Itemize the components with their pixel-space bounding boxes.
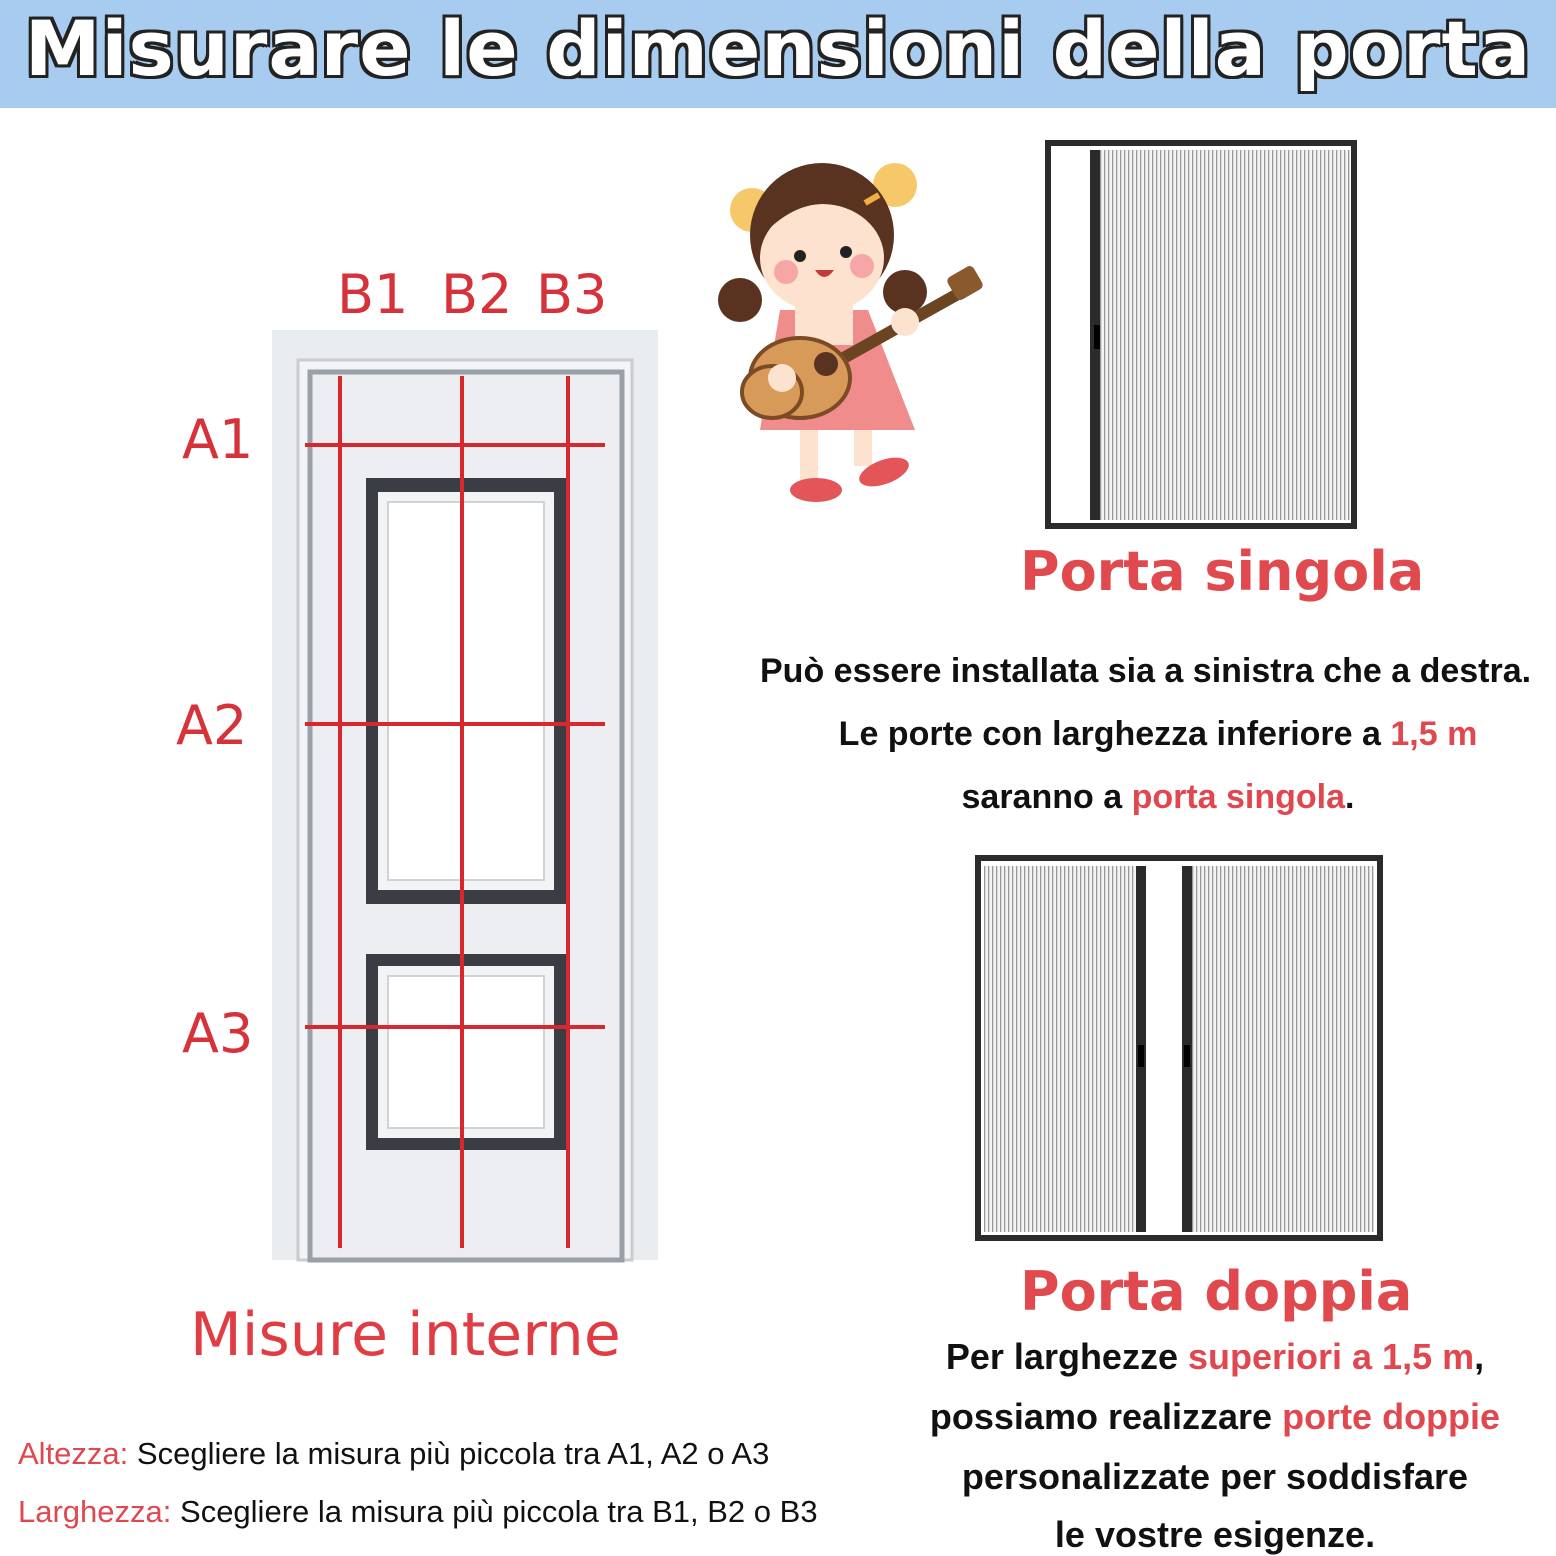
- double-line-1-comma: ,: [1474, 1336, 1485, 1377]
- single-line-2-text: Le porte con larghezza inferiore a: [838, 715, 1391, 753]
- diagram-caption: Misure interne: [190, 1300, 621, 1370]
- double-line-1-text: Per larghezze: [945, 1336, 1188, 1377]
- double-line-2: [880, 1396, 1550, 1438]
- label-b2: B2: [441, 263, 513, 326]
- double-line-4: le vostre esigenze.: [1054, 1514, 1376, 1555]
- double-width-threshold: superiori a 1,5 m: [1187, 1336, 1475, 1377]
- single-screen-door-icon: [1048, 143, 1354, 526]
- double-door-highlight: porte doppie: [1282, 1396, 1501, 1437]
- single-door-highlight: porta singola: [1131, 778, 1346, 816]
- single-line-1: Può essere installata sia a sinistra che a destra.: [760, 652, 1532, 690]
- width-key: Larghezza:: [18, 1494, 172, 1529]
- double-line-1: [880, 1336, 1550, 1378]
- single-line-2: [770, 715, 1546, 754]
- single-door-title: Porta singola: [1020, 540, 1425, 603]
- label-b1: B1: [337, 263, 409, 326]
- double-line-2-text: possiamo realizzare: [929, 1396, 1283, 1437]
- height-text: Scegliere la misura più piccola tra A1, A2 o A3: [136, 1436, 770, 1471]
- single-line-3-text: saranno a: [961, 778, 1132, 816]
- width-text: Scegliere la misura più piccola tra B1, B2 o B3: [180, 1494, 818, 1529]
- double-line-3: personalizzate per soddisfare: [961, 1456, 1469, 1497]
- single-line-3-period: .: [1345, 778, 1355, 816]
- height-key: Altezza:: [18, 1436, 129, 1471]
- label-a1: A1: [182, 408, 254, 471]
- double-door-title: Porta doppia: [1020, 1260, 1413, 1323]
- page-title: Misurare le dimensioni della porta: [24, 4, 1532, 93]
- double-screen-door-icon: [978, 858, 1380, 1238]
- label-a2: A2: [176, 694, 248, 757]
- door-diagram: [272, 330, 658, 1260]
- width-instruction: [18, 1494, 818, 1530]
- height-instruction: [18, 1436, 769, 1472]
- single-width-threshold: 1,5 m: [1390, 715, 1478, 753]
- label-b3: B3: [536, 263, 608, 326]
- single-line-3: [770, 778, 1546, 817]
- girl-with-ukulele-illustration: [718, 163, 984, 502]
- label-a3: A3: [182, 1002, 254, 1065]
